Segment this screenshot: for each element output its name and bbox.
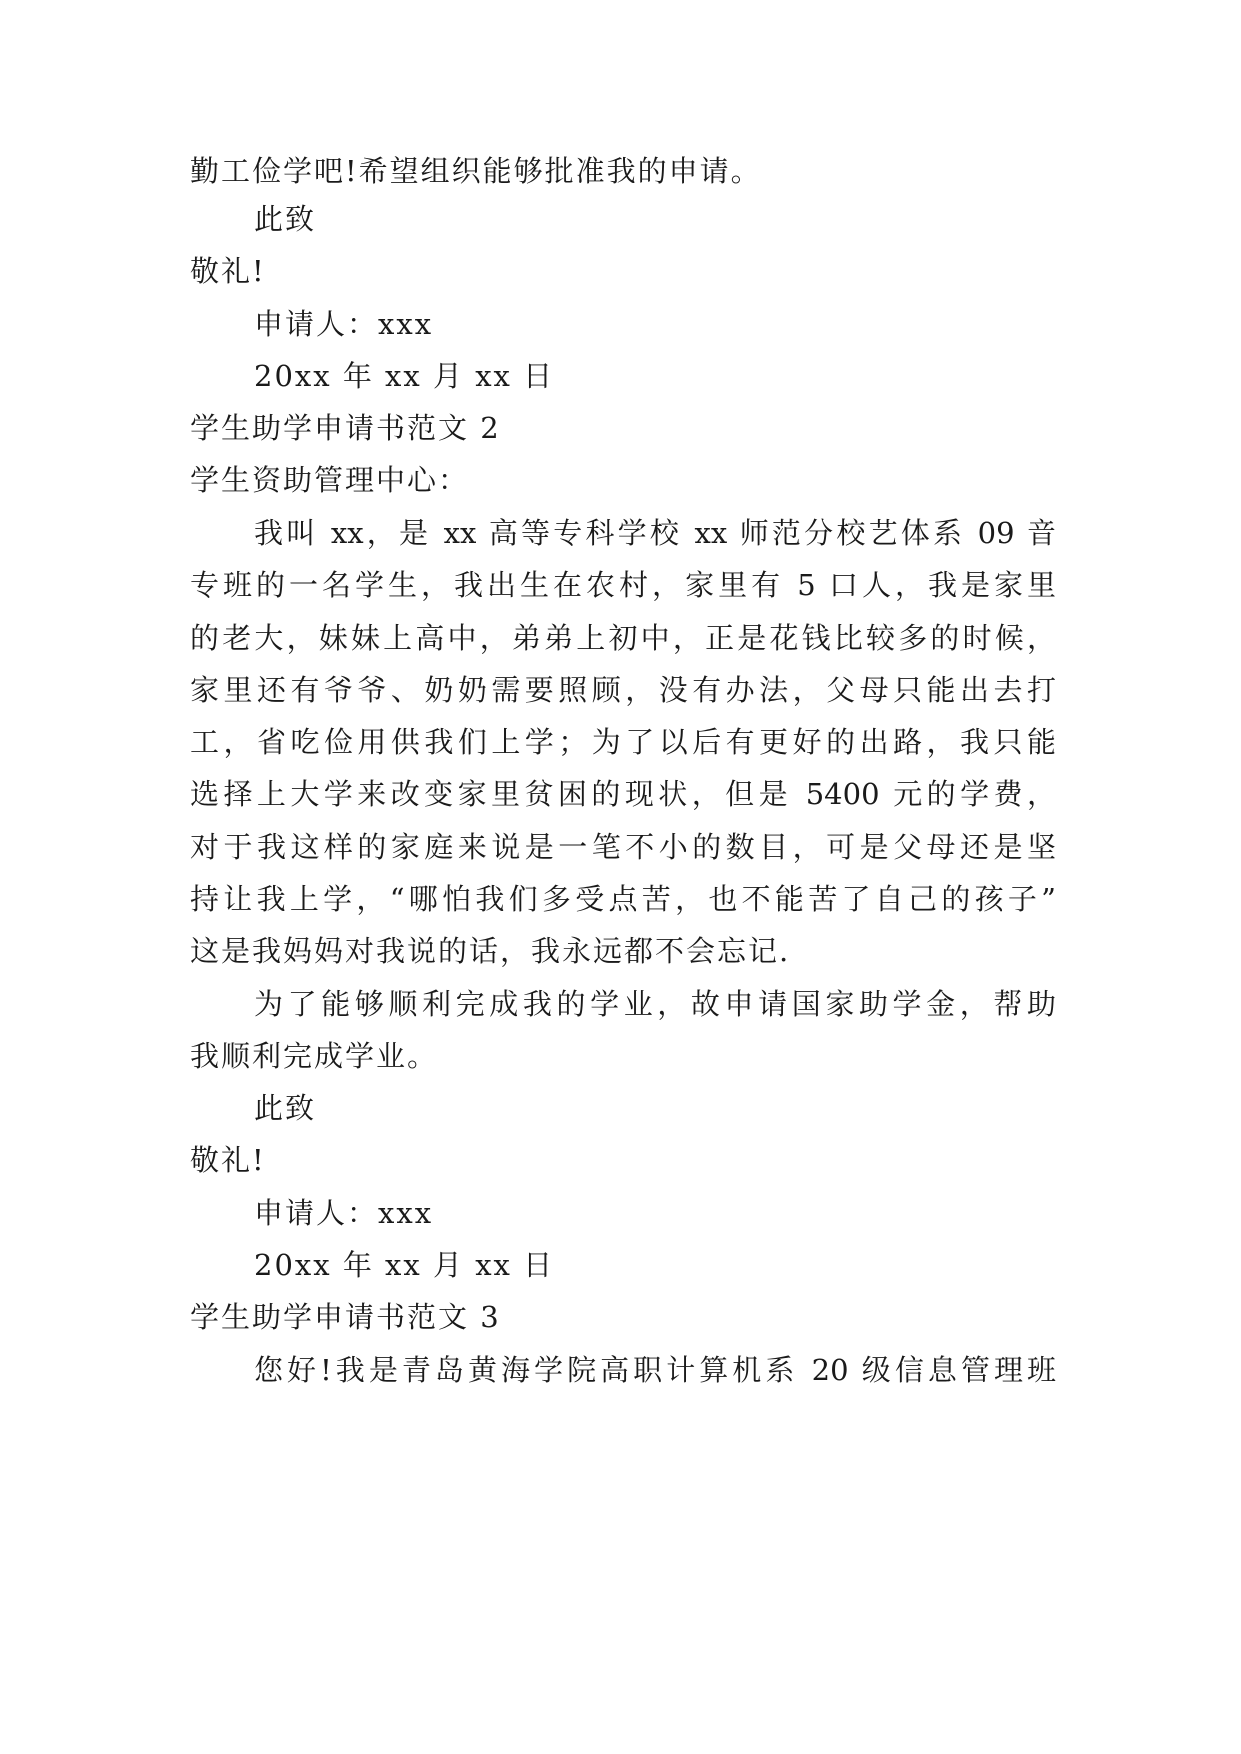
applicant-signature: 申请人：xxx [254,307,434,341]
closing-regards: 敬礼! [190,1143,266,1177]
recipient-line: 学生资助管理中心： [190,463,470,497]
date-line: 20xx 年 xx 月 xx 日 [254,1248,555,1282]
paragraph-line: 这是我妈妈对我说的话，我永远都不会忘记. [190,934,791,968]
paragraph-line: 您好!我是青岛黄海学院高职计算机系 20 级信息管理班 [254,1353,1056,1387]
paragraph-line: 我叫 xx，是 xx 高等专科学校 xx 师范分校艺体系 09 音 [254,516,1056,550]
paragraph-line: 对于我这样的家庭来说是一笔不小的数目，可是父母还是坚 [190,830,1056,864]
closing-salutation: 此致 [254,202,317,236]
paragraph-line: 家里还有爷爷、奶奶需要照顾，没有办法，父母只能出去打 [190,673,1056,707]
section-title: 学生助学申请书范文 2 [190,411,501,445]
paragraph-line: 工，省吃俭用供我们上学；为了以后有更好的出路，我只能 [190,725,1056,759]
paragraph-line: 为了能够顺利完成我的学业，故申请国家助学金，帮助 [254,987,1056,1021]
applicant-signature: 申请人：xxx [254,1196,434,1230]
closing-regards: 敬礼! [190,254,266,288]
text-line: 勤工俭学吧!希望组织能够批准我的申请。 [190,154,762,188]
paragraph-line: 选择上大学来改变家里贫困的现状，但是 5400 元的学费， [190,777,1056,811]
paragraph-line: 专班的一名学生，我出生在农村，家里有 5 口人，我是家里 [190,568,1056,602]
date-line: 20xx 年 xx 月 xx 日 [254,359,555,393]
section-title: 学生助学申请书范文 3 [190,1300,501,1334]
paragraph-line: 持让我上学，“哪怕我们多受点苦，也不能苦了自己的孩子” [190,882,1056,916]
paragraph-line: 我顺利完成学业。 [190,1039,439,1073]
paragraph-line: 的老大，妹妹上高中，弟弟上初中，正是花钱比较多的时候， [190,621,1056,655]
closing-salutation: 此致 [254,1091,317,1125]
